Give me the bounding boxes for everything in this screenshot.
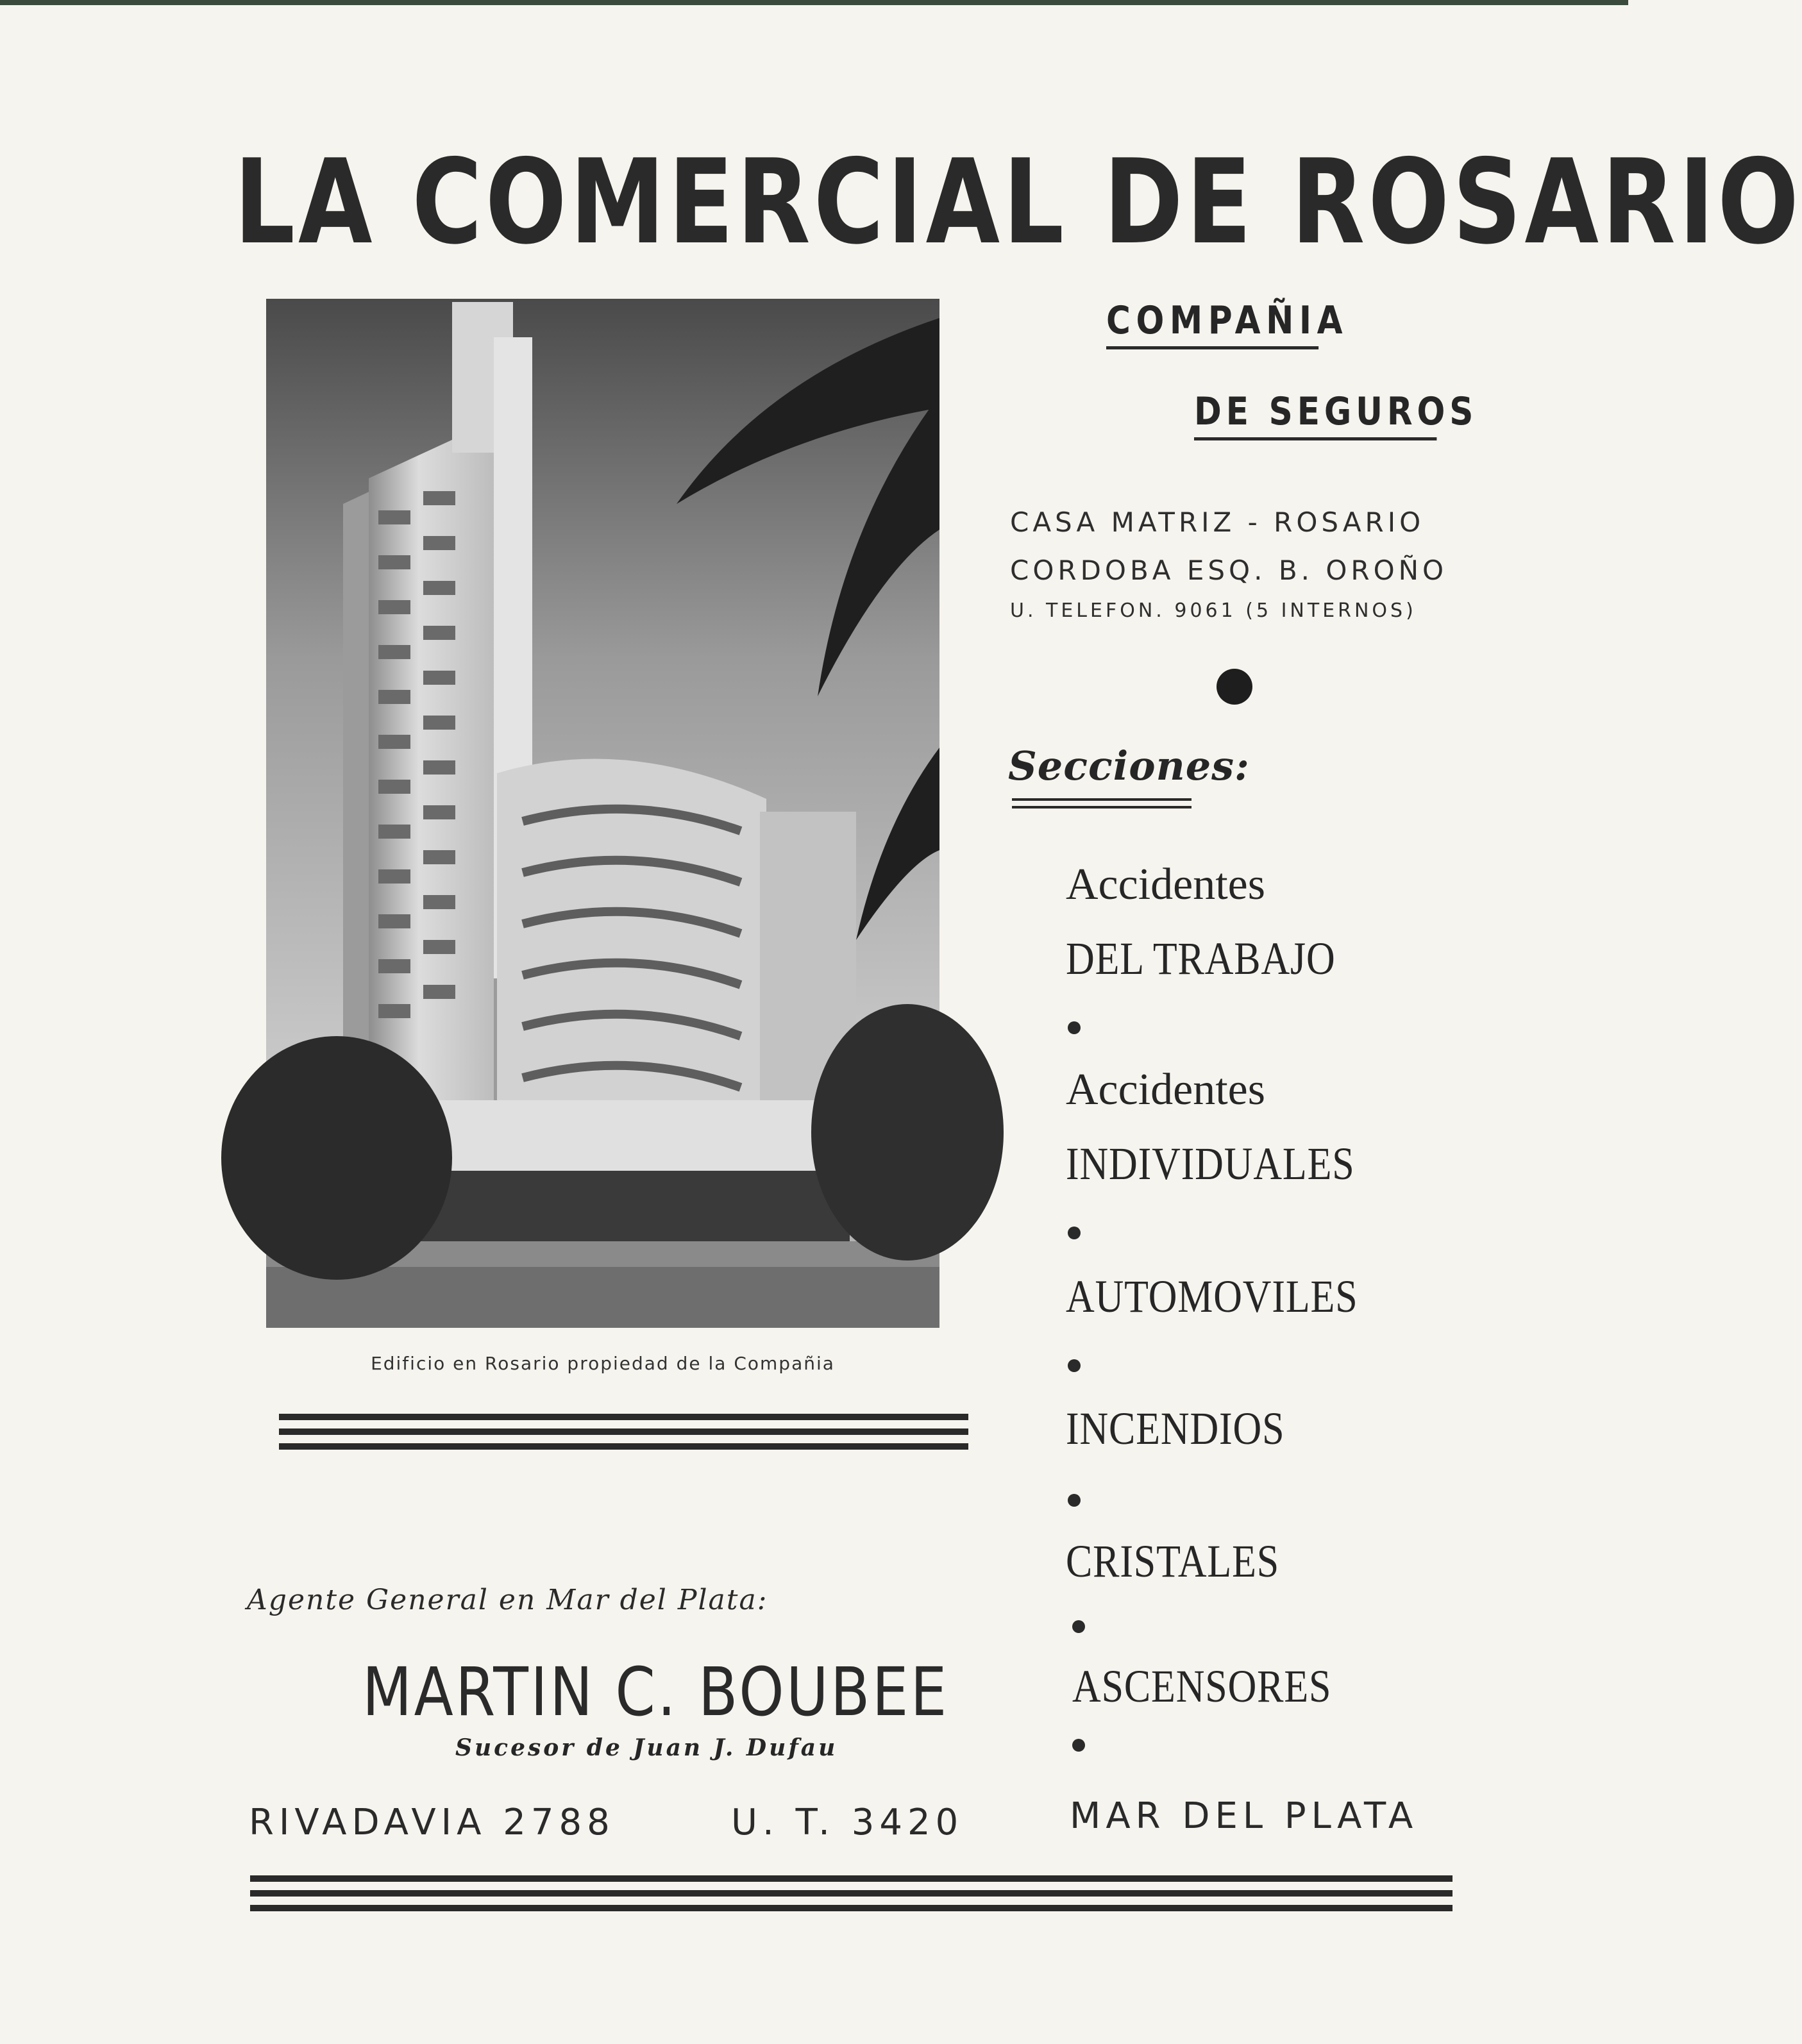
building-photo <box>266 299 939 1328</box>
section-item: ASCENSORES <box>1072 1661 1332 1712</box>
page-top-edge <box>0 0 1628 5</box>
bullet-dot <box>1072 1739 1085 1752</box>
photo-caption: Edificio en Rosario propiedad de la Compañia <box>371 1353 835 1374</box>
divider-lines-bottom <box>250 1875 1453 1920</box>
section-item: CRISTALES <box>1066 1536 1280 1587</box>
section-item: Accidentes <box>1066 1065 1265 1114</box>
agent-intro: Agente General en Mar del Plata: <box>247 1584 768 1616</box>
section-item: INDIVIDUALES <box>1066 1138 1355 1189</box>
bullet-dot <box>1068 1359 1081 1372</box>
section-item: INCENDIOS <box>1066 1403 1285 1454</box>
company-type-line2: DE SEGUROS <box>1194 386 1436 440</box>
agent-successor: Sucesor de Juan J. Dufau <box>455 1734 838 1761</box>
sections-heading-underline <box>1012 798 1192 814</box>
section-item: DEL TRABAJO <box>1066 933 1336 984</box>
bullet-dot <box>1217 669 1252 705</box>
building-illustration <box>266 299 939 1328</box>
page-title: LA COMERCIAL DE ROSARIO <box>234 134 1802 270</box>
company-type-line1: COMPAÑIA <box>1106 295 1318 349</box>
section-item: AUTOMOVILES <box>1066 1271 1358 1322</box>
address-line-1: CASA MATRIZ - ROSARIO <box>1010 507 1425 538</box>
sections-heading: Secciones: <box>1008 742 1250 789</box>
section-item: Accidentes <box>1066 860 1265 909</box>
address-line-2: CORDOBA ESQ. B. OROÑO <box>1010 555 1448 586</box>
agent-name: MARTIN C. BOUBEE <box>362 1653 949 1731</box>
bullet-dot <box>1068 1227 1081 1239</box>
bullet-dot <box>1068 1494 1081 1507</box>
address-line-3: U. TELEFON. 9061 (5 INTERNOS) <box>1010 599 1417 622</box>
agent-city: MAR DEL PLATA <box>1070 1795 1419 1837</box>
bullet-dot <box>1072 1620 1085 1633</box>
divider-lines-left <box>279 1414 968 1458</box>
agent-phone: U. T. 3420 <box>731 1802 964 1843</box>
agent-street: RIVADAVIA 2788 <box>249 1802 615 1843</box>
bullet-dot <box>1068 1021 1081 1034</box>
